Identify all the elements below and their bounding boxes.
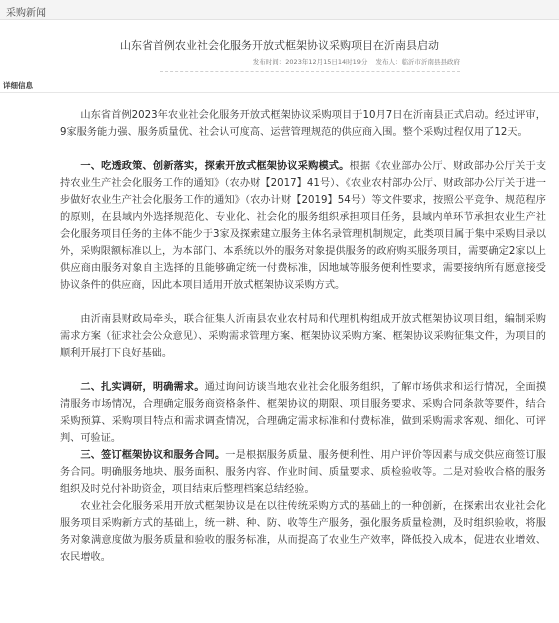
article-body bbox=[60, 107, 546, 566]
publish-time: 发布时间：2023年12月15日14时19分 bbox=[252, 58, 368, 66]
divider bbox=[0, 92, 559, 93]
section-body-1: 根据《农业部办公厅、财政部办公厅关于支持农业生产社会化服务工作的通知》（农办财【2017】41号）、《农业农村部办公厅、财政部办公厅关于进一步做好农业生产社会化服务工作的通知》（农办计财【2019】54号）等文件要求，按照公平竞争、规范程序的原则，在县域内外选择规范化、专业化、社会化的服务组织承担项目任务，县域内单环节承担农业生产社会化服务项目任务的主体不能少于3家及探索建立服务主体名录管理机制规定，此类项目属于集中采购目录以外，采购限额标准以上，为本部门、本系统以外的服务对象提供服务的政府购买服务项目，需要确定2家以上供应商由服务对象自主选择的且能够确定统一付费标准，因地域等服务便利性要求，需要接纳所有愿意接受协议条件的供应商，因此本项目适用开放式框架协议采购方式。 bbox=[60, 161, 547, 291]
article-meta bbox=[160, 57, 460, 72]
section-heading-2: 二、扎实调研，明确需求。 bbox=[80, 382, 205, 393]
paragraph-conclusion: 农业社会化服务采用开放式框架协议是在以往传统采购方式的基础上的一种创新，在探索出农业社会化服务项目采购新方式的基础上，统一耕、种、防、收等生产服务，强化服务质量检测，及时组织验收，将服务对象满意度做为服务质量和验收的服务标准，从而提高了农业生产效率，降低投入成本，促进农业增效、农民增收。 bbox=[60, 501, 546, 563]
paragraph-organization: 由沂南县财政局牵头，联合征集人沂南县农业农村局和代理机构组成开放式框架协议项目组，编制采购需求方案（征求社会公众意见）、采购需求管理方案、框架协议采购方案、框架协议采购征集文件，为项目的顺利开展打下良好基础。 bbox=[60, 314, 546, 359]
section-label: 采购新闻 bbox=[6, 8, 46, 19]
detail-label: 详细信息 bbox=[3, 81, 33, 90]
paragraph-contract bbox=[60, 447, 546, 498]
paragraph-research bbox=[60, 379, 546, 447]
section-heading-3: 三、签订框架协议和服务合同。 bbox=[80, 450, 226, 461]
section-heading-1: 一、吃透政策、创新落实，探索开放式框架协议采购模式。 bbox=[80, 161, 350, 172]
paragraph-policy bbox=[60, 158, 546, 294]
section-body-3: 一是根据服务质量、服务便利性、用户评价等因素与成交供应商签订服务合同。明确服务地块、服务面积、服务内容、作业时间、质量要求、质检验收等。二是对验收合格的服务组织及时兑付补助资金，项目结束后整理档案总结经验。 bbox=[60, 450, 546, 495]
article-title: 山东省首例农业社会化服务开放式框架协议采购项目在沂南县启动 bbox=[120, 39, 439, 52]
publisher: 发布人：临沂市沂南县县政府 bbox=[375, 58, 460, 66]
section-header bbox=[0, 0, 559, 20]
section-body-2: 通过询问访谈当地农业社会化服务组织，了解市场供求和运行情况，全面摸清服务市场情况，合理确定服务商资格条件、框架协议的期限、项目服务要求、采购合同条款等要件，结合采购预算、采购项目特点和需求调查情况，合理确定需求标准和付费标准，做到采购需求客观、细化、可评判、可验证。 bbox=[60, 382, 547, 444]
paragraph-intro: 山东省首例2023年农业社会化服务开放式框架协议采购项目于10月7日在沂南县正式启动。经过评审，9家服务能力强、服务质量优、社会认可度高、运营管理规范的供应商入围。整个采购过程仅用了12天。 bbox=[60, 110, 546, 138]
